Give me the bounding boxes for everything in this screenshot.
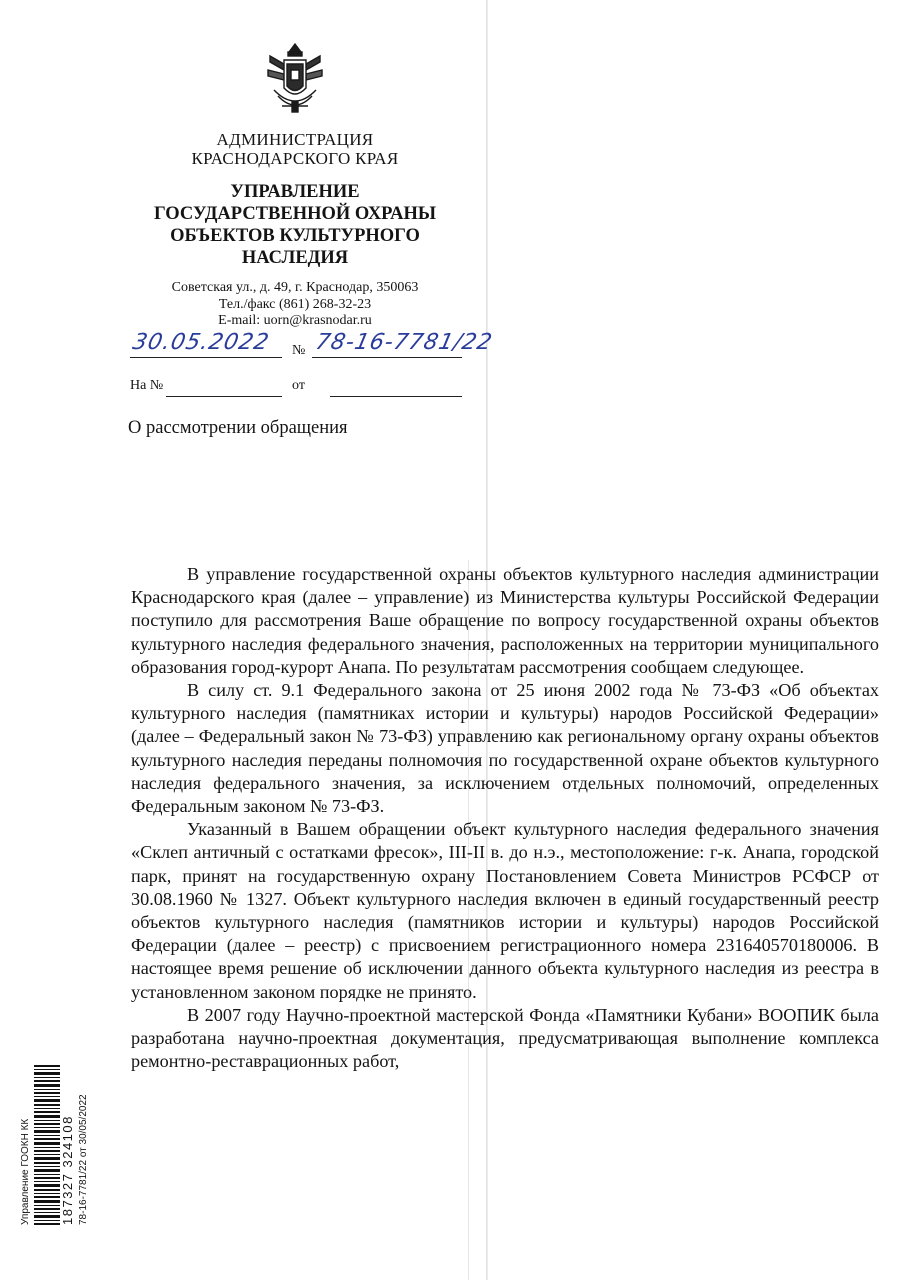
department-heading: [120, 181, 470, 269]
stamp-reg: 78-16-7781/22 от 30/05/2022: [78, 1094, 89, 1225]
coat-of-arms-icon: [262, 40, 328, 120]
dept-line-4: НАСЛЕДИЯ: [241, 248, 349, 268]
phone: Тел./факс (861) 268-32-23: [218, 296, 372, 312]
barcode-icon: [34, 1065, 60, 1225]
stamp-org: Управление ГООКН КК: [20, 1118, 31, 1225]
reference-from-label: от: [292, 378, 305, 393]
handwritten-reg-number: 78-16-7781/22: [313, 330, 495, 355]
handwritten-date: 30.05.2022: [130, 330, 272, 355]
contact-block: [120, 280, 470, 330]
reference-date-blank: [330, 396, 462, 397]
dept-line-2: ГОСУДАРСТВЕННОЙ ОХРАНЫ: [153, 204, 437, 224]
admin-line-2: КРАСНОДАРСКОГО КРАЯ: [191, 149, 399, 168]
registration-stamp: [20, 1065, 102, 1225]
paragraph-4: В 2007 году Научно-проектной мастерской Фонда «Памятники Кубани» ВООПИК была разработана научно-проектная документация, предусматривающая выполнение комплекса ремонтно-реставрационных работ,: [131, 1004, 879, 1072]
paragraph-1: В управление государственной охраны объектов культурного наследия администрации Краснодарского края (далее – управление) из Министерства культуры Российской Федерации поступило для рассмотрения Ваше обращение по вопросу государственной охраны объектов культурного наследия федерального значения, расположенных на территории муниципального образования город-курорт Анапа. По результатам рассмотрения сообщаем следующее.: [131, 564, 879, 677]
address: Советская ул., д. 49, г. Краснодар, 350063: [171, 280, 419, 295]
dept-line-3: ОБЪЕКТОВ КУЛЬТУРНОГО: [170, 226, 420, 246]
date-underline: [130, 357, 282, 358]
letter-subject: О рассмотрении обращения: [128, 418, 348, 438]
reference-number-blank: [166, 396, 282, 397]
letter-body: [131, 563, 879, 1073]
paragraph-2: В силу ст. 9.1 Федерального закона от 25 июня 2002 года № 73-ФЗ «Об объектах культурного наследия (памятниках истории и культуры) народов Российской Федерации» (далее – Федеральный закон № 73-ФЗ) управлению как региональному органу охраны объектов культурного наследия переданы полномочия по государственной охране объектов культурного наследия федерального значения, за исключением отдельных полномочий, определенных Федеральным законом № 73-ФЗ.: [131, 680, 879, 817]
reference-label: На №: [130, 378, 164, 393]
email: E-mail: uorn@krasnodar.ru: [218, 313, 372, 328]
admin-line-1: АДМИНИСТРАЦИЯ: [216, 130, 374, 149]
stamp-barcode-number: 187327 324108: [60, 1115, 75, 1225]
number-underline: [312, 357, 462, 358]
dept-line-1: УПРАВЛЕНИЕ: [230, 182, 360, 202]
number-label: №: [292, 343, 306, 358]
paragraph-3: Указанный в Вашем обращении объект культурного наследия федерального значения «Склеп античный с остатками фресок», III-II в. до н.э., местоположение: г-к. Анапа, городской парк, принят на государственную охрану Постановлением Совета Министров РСФСР от 30.08.1960 № 1327. Объект культурного наследия включен в единый государственный реестр объектов культурного наследия (памятников истории и культуры) народов Российской Федерации (далее – реестр) с присвоением регистрационного номера 231640570180006. В настоящее время решение об исключении данного объекта культурного наследия из реестра в установленном законом порядке не принято.: [131, 819, 879, 1002]
admin-heading: [120, 130, 470, 168]
